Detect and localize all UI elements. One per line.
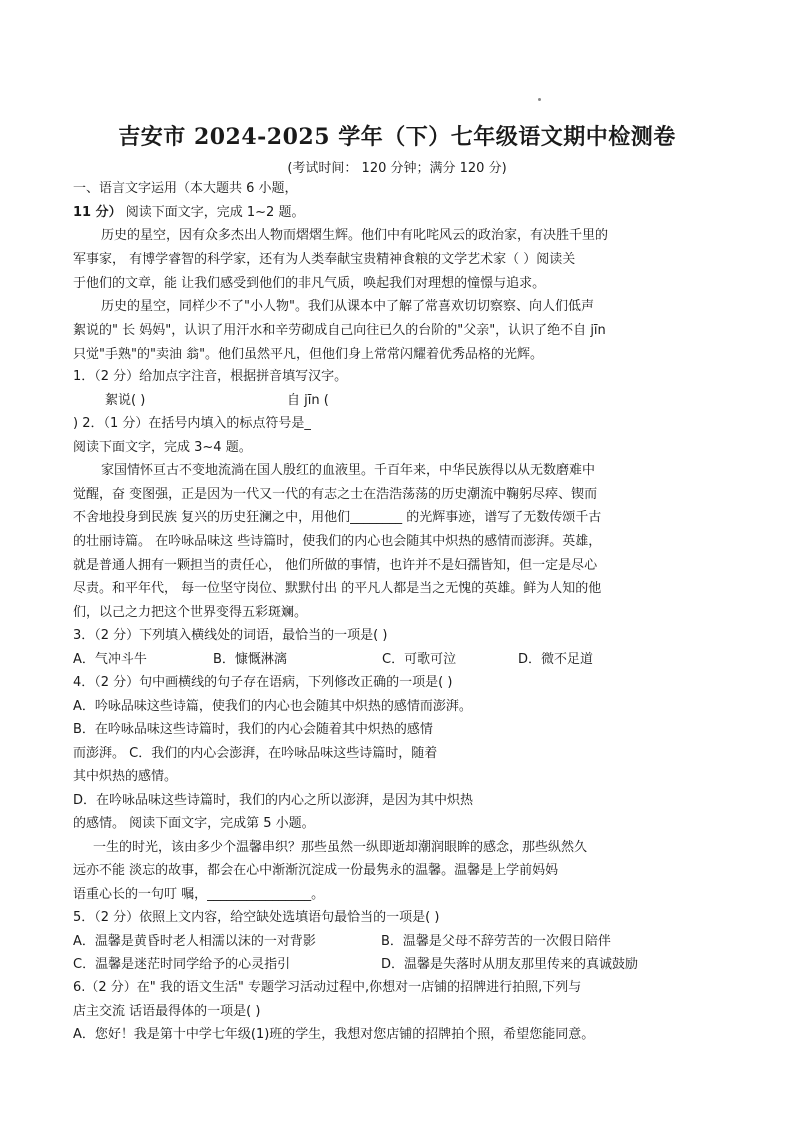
question-4-option-d-cont: 的感情。 阅读下面文字，完成第 5 小题。 [73, 816, 315, 831]
question-6-cont: 店主交流 话语最得体的一项是( ) [73, 1004, 261, 1019]
question-3-option-c: C．可歌可泣 [382, 652, 457, 667]
question-2: ) 2．（1 分）在括号内填入的标点符号是_ [73, 416, 311, 431]
question-4-option-b: B．在吟咏品味这些诗篇时，我们的内心会随着其中炽热的感情 [73, 722, 433, 737]
question-1-blank-b: 自 jīn ( [287, 393, 329, 408]
exam-title: 吉安市 2024-2025 学年（下）七年级语文期中检测卷 [118, 124, 676, 150]
passage-line: 语重心长的一句叮 嘱，________________。 [73, 887, 325, 902]
passage-line: 不舍地投身到民族 复兴的历史狂澜之中，用他们________ 的光辉事迹，谱写了无数传颂千古 [73, 510, 602, 525]
question-3-option-a: A．气冲斗牛 [73, 652, 147, 667]
passage-line: 一生的时光，该由多少个温馨串织？那些虽然一纵即逝却潮润眼眸的感念，那些纵然久 [93, 840, 588, 855]
passage-line: 觉醒，奋 变图强，正是因为一代又一代的有志之士在浩浩荡荡的历史潮流中鞠躬尽瘁、锲而 [73, 487, 598, 502]
passage-line: 就是普通人拥有一颗担当的责任心， 他们所做的事情，也许并不是妇孺皆知，但一定是尽心 [73, 558, 598, 573]
score-label: 11 分） [73, 205, 122, 220]
passage-line: 远亦不能 淡忘的故事，都会在心中渐渐沉淀成一份最隽永的温馨。温馨是上学前妈妈 [73, 863, 559, 878]
passage-line: 们，以己之力把这个世界变得五彩斑斓。 [73, 605, 308, 620]
reading-instruction: 阅读下面文字，完成 1~2 题。 [121, 205, 305, 220]
question-4-option-c-cont: 其中炽热的感情。 [73, 769, 178, 784]
question-4: 4．（2 分）句中画横线的句子存在语病，下列修改正确的一项是( ) [73, 675, 453, 690]
question-5-option-c: C．温馨是迷茫时同学给予的心灵指引 [73, 957, 291, 972]
passage-line: 的壮丽诗篇。 在吟咏品味这 些诗篇时，使我们的内心也会随其中炽热的感情而澎湃。英雄， [73, 534, 602, 549]
question-5-option-a: A．温馨是黄昏时老人相濡以沫的一对背影 [73, 934, 316, 949]
question-4-option-d: D．在吟咏品味这些诗篇时，我们的内心之所以澎湃，是因为其中炽热 [73, 793, 474, 808]
passage-line: 军事家， 有博学睿智的科学家，还有为人类奉献宝贵精神食粮的文学艺术家（ ）阅读关 [73, 252, 576, 267]
section-heading-cont [73, 205, 304, 221]
passage-line: 只觉"手熟"的"卖油 翁"。他们虽然平凡，但他们身上常常闪耀着优秀品格的光辉。 [73, 347, 544, 362]
question-1-blank-a: 絮说( ) [105, 393, 146, 408]
passage-line: 历史的星空，同样少不了"小人物"。我们从课本中了解了常喜欢切切察察、向人们低声 [101, 299, 594, 314]
page-speck [538, 98, 541, 101]
question-6-option-a: A．您好！我是第十中学七年级(1)班的学生，我想对您店铺的招牌拍个照，希望您能同意。 [73, 1027, 595, 1042]
passage-line: 历史的星空，因有众多杰出人物而熠熠生辉。他们中有叱咤风云的政治家，有决胜千里的 [101, 228, 609, 243]
section-heading: 一、语言文字运用（本大题共 6 小题， [73, 181, 298, 196]
question-5: 5．（2 分）依照上文内容，给空缺处选填语句最恰当的一项是( ) [73, 910, 440, 925]
passage-line: 尽责。和平年代， 每一位坚守岗位、默默付出 的平凡人都是当之无愧的英雄。鲜为人知的他 [73, 581, 602, 596]
question-5-option-d: D．温馨是失落时从朋友那里传来的真诚鼓励 [381, 957, 639, 972]
reading-instruction: 阅读下面文字，完成 3~4 题。 [73, 440, 252, 455]
exam-subtitle: (考试时间： 120 分钟；满分 120 分) [287, 161, 507, 176]
question-1: 1．（2 分）给加点字注音，根据拼音填写汉字。 [73, 369, 348, 384]
question-4-option-a: A．吟咏品味这些诗篇，使我们的内心也会随其中炽热的感情而澎湃。 [73, 699, 472, 714]
question-4-option-b-c: 而澎湃。 C．我们的内心会澎湃，在吟咏品味这些诗篇时，随着 [73, 746, 438, 761]
question-3-option-b: B．慷慨淋漓 [213, 652, 287, 667]
passage-line: 于他们的文章，能 让我们感受到他们的非凡气质，唤起我们对理想的憧憬与追求。 [73, 276, 546, 291]
question-6: 6.（2 分）在" 我的语文生活" 专题学习活动过程中,你想对一店铺的招牌进行拍照,下列与 [73, 980, 582, 995]
passage-line: 家国情怀亘古不变地流淌在国人殷红的血液里。千百年来，中华民族得以从无数磨难中 [101, 463, 596, 478]
question-3-option-d: D．微不足道 [518, 652, 594, 667]
question-3: 3．（2 分）下列填入横线处的词语，最恰当的一项是( ) [73, 628, 388, 643]
passage-line: 絮说的" 长 妈妈"，认识了用汗水和辛劳砌成自己向往已久的台阶的"父亲"，认识了绝不自 jīn [73, 323, 606, 338]
question-5-option-b: B．温馨是父母不辞劳苦的一次假日陪伴 [381, 934, 611, 949]
